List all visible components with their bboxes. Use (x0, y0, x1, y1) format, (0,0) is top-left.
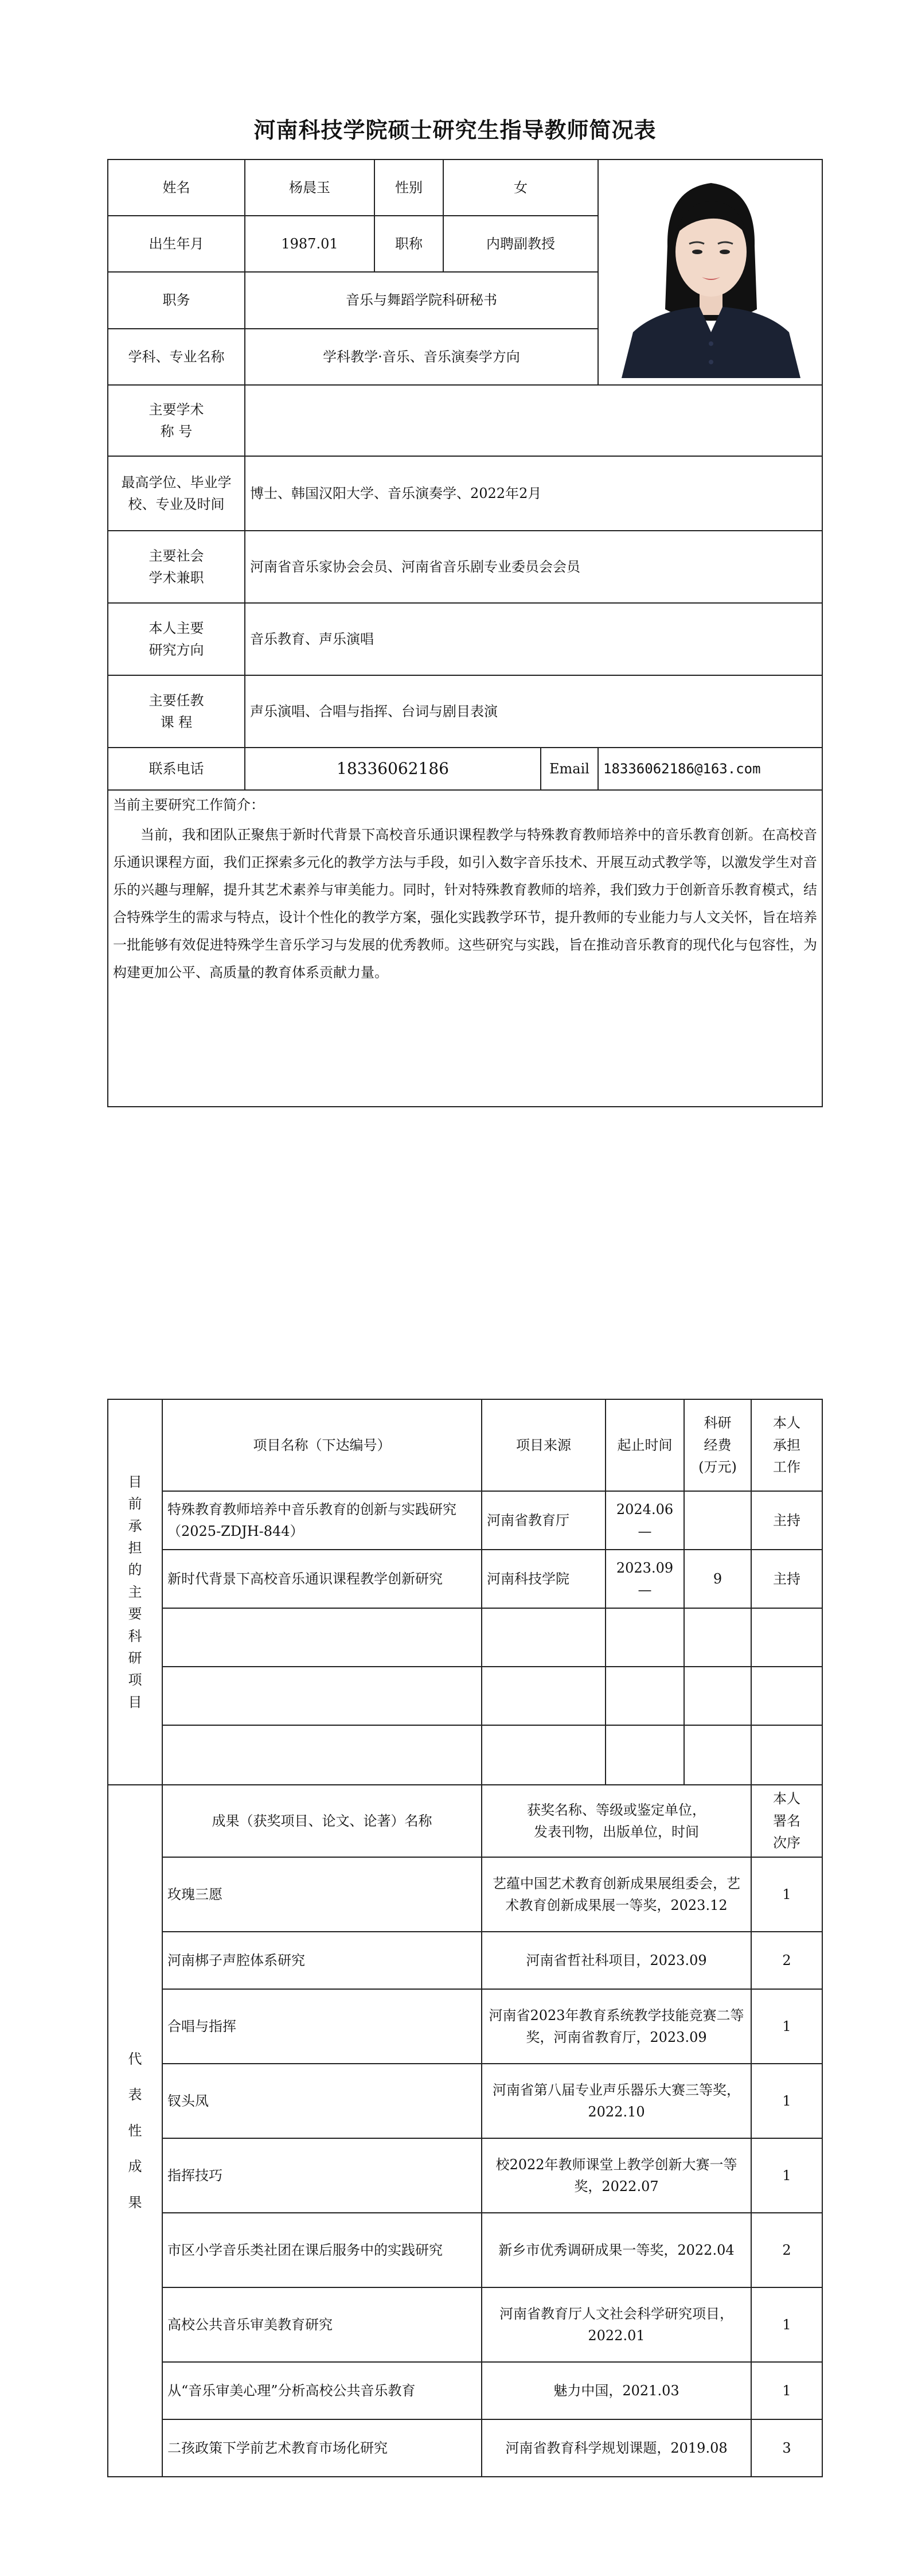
degree-label-line2: 校、专业及时间 (128, 496, 225, 513)
project-row (108, 1667, 822, 1725)
achievement-award: 校2022年教师课堂上教学创新大赛一等奖，2022.07 (482, 2138, 751, 2213)
project-funding (684, 1667, 751, 1725)
achievement-name: 二孩政策下学前艺术教育市场化研究 (162, 2419, 482, 2477)
projects-header-role (751, 1399, 822, 1491)
degree-label (108, 456, 245, 531)
achievement-award: 魅力中国，2021.03 (482, 2362, 751, 2419)
achievement-order: 1 (751, 2287, 822, 2362)
social-value: 河南省音乐家协会会员、河南省音乐剧专业委员会会员 (245, 531, 822, 603)
project-source (482, 1725, 606, 1785)
project-source (482, 1608, 606, 1667)
projects-header-funding (684, 1399, 751, 1491)
project-row (108, 1491, 822, 1550)
projects-side-char: 主 (128, 1583, 142, 1600)
courses-value: 声乐演唱、合唱与指挥、台词与剧目表演 (245, 675, 822, 748)
funding-header-line: 科研 (704, 1415, 732, 1431)
achievements-header-order (751, 1785, 822, 1857)
project-row (108, 1550, 822, 1608)
academic-title-label-line1: 主要学术 (149, 402, 204, 418)
research-paragraph: 当前，我和团队正聚焦于新时代背景下高校音乐通识课程教学与特殊教育教师培养中的音乐教育创新。在高校音乐通识课程方面，我们正探索多元化的教学方法与手段，如引入数字音乐技术、开展互动式教学等，以激发学生对音乐的兴趣与理解，提升其艺术素养与审美能力。同时，针对特殊教育教师的培养，我们致力于创新音乐教育模式，结合特殊学生的需求与特点，设计个性化的教学方案，强化实践教学环节，提升教师的专业能力与人文关怀，旨在培养一批能够有效促进特殊学生音乐学习与发展的优秀教师。这些研究与实践，旨在推动音乐教育的现代化与包容性，为构建更加公平、高质量的教育体系贡献力量。 (113, 826, 817, 980)
project-name: 新时代背景下高校音乐通识课程教学创新研究 (162, 1550, 482, 1608)
project-name (162, 1608, 482, 1667)
projects-side-char: 项 (128, 1672, 142, 1688)
role-header-line: 本人 (773, 1415, 800, 1431)
project-row (108, 1608, 822, 1667)
achievements-side-char: 代 (128, 2051, 142, 2068)
courses-label-line1: 主要任教 (149, 692, 204, 709)
projects-achievements-table (107, 1399, 823, 2477)
project-period (606, 1725, 684, 1785)
achievement-name: 指挥技巧 (162, 2138, 482, 2213)
duty-label: 职务 (108, 272, 245, 329)
achievement-name: 合唱与指挥 (162, 1989, 482, 2064)
basic-info-table (107, 159, 823, 1107)
social-label-line2: 学术兼职 (149, 570, 204, 586)
role-header-line: 承担 (773, 1437, 800, 1453)
project-name (162, 1667, 482, 1725)
funding-header-line: 经费 (704, 1437, 732, 1453)
name-value: 杨晨玉 (245, 159, 374, 216)
award-header-line: 获奖名称、等级或鉴定单位， (527, 1801, 706, 1818)
projects-side-label (108, 1399, 162, 1785)
achievement-award: 河南省哲社科项目，2023.09 (482, 1932, 751, 1989)
achievement-name: 从“音乐审美心理”分析高校公共音乐教育 (162, 2362, 482, 2419)
achievement-order: 1 (751, 1857, 822, 1932)
project-name (162, 1725, 482, 1785)
courses-label (108, 675, 245, 748)
achievement-row (108, 2213, 822, 2287)
project-period: 2024.06— (606, 1491, 684, 1550)
achievement-order: 2 (751, 1932, 822, 1989)
birth-value: 1987.01 (245, 216, 374, 272)
phone-value: 18336062186 (245, 748, 541, 790)
projects-side-char: 承 (128, 1517, 142, 1534)
achievement-row (108, 2287, 822, 2362)
project-role (751, 1608, 822, 1667)
project-source: 河南科技学院 (482, 1550, 606, 1608)
project-period: 2023.09— (606, 1550, 684, 1608)
achievements-side-char: 表 (128, 2087, 142, 2103)
achievement-award: 艺蕴中国艺术教育创新成果展组委会，艺术教育创新成果展一等奖，2023.12 (482, 1857, 751, 1932)
gender-value: 女 (443, 159, 598, 216)
courses-label-line2: 课 程 (160, 714, 193, 731)
achievement-award: 河南省2023年教育系统教学技能竞赛二等奖，河南省教育厅，2023.09 (482, 1989, 751, 2064)
project-source (482, 1667, 606, 1725)
projects-side-char: 前 (128, 1496, 142, 1512)
project-role: 主持 (751, 1550, 822, 1608)
award-header-line: 发表刊物，出版单位，时间 (534, 1824, 699, 1840)
achievement-name: 玫瑰三愿 (162, 1857, 482, 1932)
achievement-row (108, 2362, 822, 2419)
project-name: 特殊教育教师培养中音乐教育的创新与实践研究（2025-ZDJH-844） (162, 1491, 482, 1550)
project-funding (684, 1491, 751, 1550)
project-funding (684, 1608, 751, 1667)
projects-side-char: 目 (128, 1694, 142, 1710)
achievement-order: 1 (751, 2362, 822, 2419)
social-label-line1: 主要社会 (149, 548, 204, 564)
projects-header-source: 项目来源 (482, 1399, 606, 1491)
project-period (606, 1667, 684, 1725)
achievement-row (108, 1989, 822, 2064)
degree-label-line1: 最高学位、毕业学 (121, 474, 232, 491)
order-header-line: 署名 (773, 1812, 800, 1829)
name-label: 姓名 (108, 159, 245, 216)
achievement-award: 河南省教育厅人文社会科学研究项目，2022.01 (482, 2287, 751, 2362)
achievement-award: 河南省教育科学规划课题，2019.08 (482, 2419, 751, 2477)
email-value: 18336062186@163.com (598, 748, 822, 790)
achievement-row (108, 2419, 822, 2477)
order-header-line: 次序 (773, 1835, 800, 1851)
rank-value: 内聘副教授 (443, 216, 598, 272)
academic-title-label-line2: 称 号 (160, 423, 193, 440)
achievement-order: 3 (751, 2419, 822, 2477)
order-header-line: 本人 (773, 1791, 800, 1807)
page-title: 河南科技学院硕士研究生指导教师简况表 (253, 118, 657, 143)
achievement-award: 河南省第八届专业声乐器乐大赛三等奖，2022.10 (482, 2064, 751, 2138)
achievements-side-label (108, 1785, 162, 2477)
portrait-photo (598, 159, 822, 385)
gender-label: 性别 (374, 159, 443, 216)
project-role (751, 1667, 822, 1725)
achievement-order: 1 (751, 2138, 822, 2213)
projects-side-char: 的 (128, 1562, 142, 1578)
duty-value: 音乐与舞蹈学院科研秘书 (245, 272, 598, 329)
achievements-header-award (482, 1785, 751, 1857)
projects-side-char: 研 (128, 1649, 142, 1666)
achievement-name: 钗头凤 (162, 2064, 482, 2138)
achievement-name: 市区小学音乐类社团在课后服务中的实践研究 (162, 2213, 482, 2287)
achievement-row (108, 2138, 822, 2213)
achievement-row (108, 1932, 822, 1989)
achievement-name: 高校公共音乐审美教育研究 (162, 2287, 482, 2362)
social-label (108, 531, 245, 603)
achievement-row (108, 1857, 822, 1932)
projects-side-char: 担 (128, 1540, 142, 1557)
project-funding: 9 (684, 1550, 751, 1608)
research-direction-value: 音乐教育、声乐演唱 (245, 603, 822, 675)
role-header-line: 工作 (773, 1459, 800, 1476)
project-period (606, 1608, 684, 1667)
projects-header-period: 起止时间 (606, 1399, 684, 1491)
achievement-award: 新乡市优秀调研成果一等奖，2022.04 (482, 2213, 751, 2287)
achievement-row (108, 2064, 822, 2138)
project-row (108, 1725, 822, 1785)
research-direction-label-line1: 本人主要 (149, 620, 204, 636)
achievements-side-char: 成 (128, 2158, 142, 2175)
projects-side-char: 要 (128, 1606, 142, 1622)
email-label: Email (541, 748, 598, 790)
academic-title-label (108, 385, 245, 456)
birth-label: 出生年月 (108, 216, 245, 272)
achievement-name: 河南梆子声腔体系研究 (162, 1932, 482, 1989)
funding-header-line: (万元) (698, 1459, 737, 1476)
project-role: 主持 (751, 1491, 822, 1550)
achievement-order: 2 (751, 2213, 822, 2287)
project-funding (684, 1725, 751, 1785)
rank-label: 职称 (374, 216, 443, 272)
achievements-side-char: 性 (128, 2122, 142, 2139)
achievement-order: 1 (751, 1989, 822, 2064)
phone-label: 联系电话 (108, 748, 245, 790)
research-summary (108, 790, 822, 1107)
degree-value: 博士、韩国汉阳大学、音乐演奏学、2022年2月 (245, 456, 822, 531)
achievements-side-char: 果 (128, 2194, 142, 2211)
projects-side-char: 目 (128, 1473, 142, 1490)
research-heading: 当前主要研究工作简介： (113, 797, 264, 814)
portrait-image (599, 160, 822, 378)
research-direction-label-line2: 研究方向 (149, 642, 204, 659)
achievements-header-name: 成果（获奖项目、论文、论著）名称 (162, 1785, 482, 1857)
discipline-value: 学科教学·音乐、音乐演奏学方向 (245, 329, 598, 386)
academic-title-value (245, 385, 822, 456)
projects-side-char: 科 (128, 1628, 142, 1644)
projects-header-name: 项目名称（下达编号） (162, 1399, 482, 1491)
discipline-label: 学科、专业名称 (108, 329, 245, 386)
project-source: 河南省教育厅 (482, 1491, 606, 1550)
achievement-order: 1 (751, 2064, 822, 2138)
project-role (751, 1725, 822, 1785)
research-direction-label (108, 603, 245, 675)
